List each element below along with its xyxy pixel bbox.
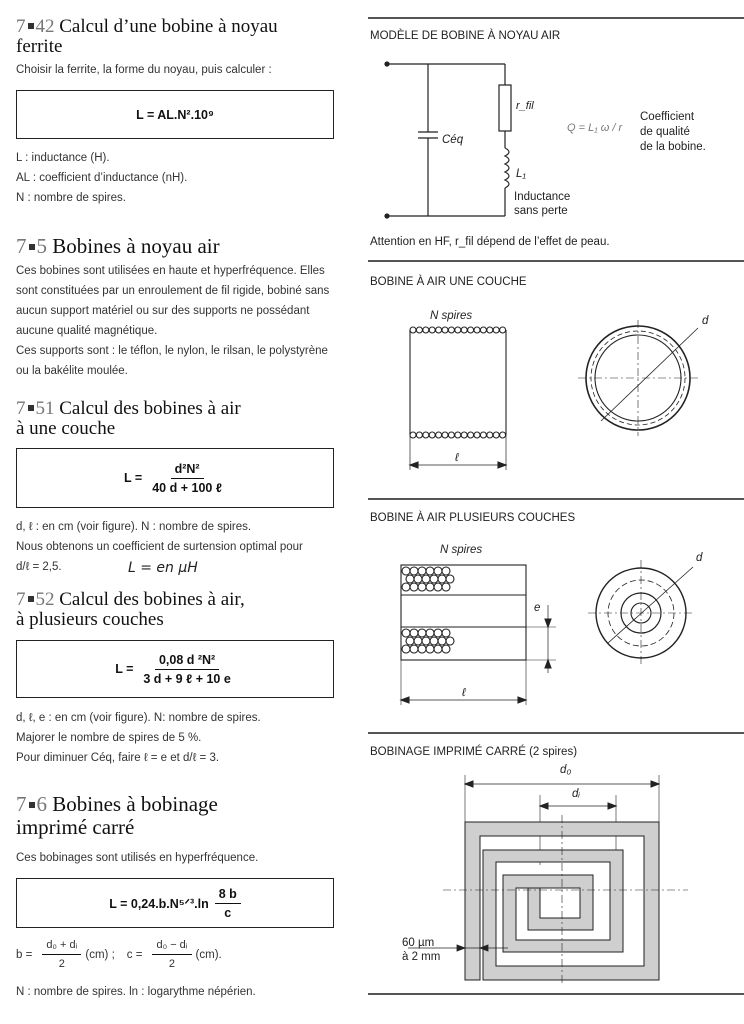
- b-c-definitions: b = $\frac{\text{d₀ + dᵢ}}{2}$ (cm) ; c = $\frac{\text{d₀ − dᵢ}}{2}$ (cm).: [16, 939, 222, 970]
- fig3-e-label: e: [534, 602, 541, 614]
- heading-7-51: 7 51 Calcul des bobines à air à une couche: [16, 398, 241, 439]
- heading-7-5: 7 5 Bobines à noyau air: [16, 234, 220, 258]
- l1-label: L₁: [516, 168, 527, 180]
- heading-7-42: 7 42 Calcul d’une bobine à noyau ferrite: [16, 16, 278, 57]
- heading-7-52: 7 52 Calcul des bobines à air, à plusieurs couches: [16, 589, 245, 630]
- heading-7-6: 7 6 Bobines à bobinage imprimé carré: [16, 792, 218, 839]
- fig4-track-label: 60 µm à 2 mm: [402, 937, 441, 963]
- c-eq-label: Céq: [442, 134, 464, 146]
- inductance-label: Inductance sans perte: [514, 191, 571, 217]
- fig1-caption: MODÈLE DE BOBINE À NOYAU AIR: [370, 30, 561, 42]
- fig2-spires-label: N spires: [430, 310, 473, 322]
- rule-top: [368, 17, 744, 19]
- notes-7-51: d, ℓ : en cm (voir figure). N : nombre de spires. Nous obtenons un coefficient de surtension optimal pour d/ℓ = 2,5.: [16, 521, 303, 573]
- q-formula: Q = L₁ ω / r: [567, 122, 623, 134]
- notes-7-52: d, ℓ, e : en cm (voir figure). N: nombre de spires. Majorer le nombre de spires de 5 %. Pour diminuer Céq, faire ℓ = e et d/ℓ = 3.: [16, 712, 261, 764]
- rule-2: [368, 260, 744, 262]
- formula-single-layer: L = $\frac{\text{d²N²}}{\text{40 d + 100 ℓ}}$: [124, 461, 222, 495]
- rule-bottom: [368, 993, 744, 995]
- fig2-caption: BOBINE À AIR UNE COUCHE: [370, 276, 527, 288]
- formula-box-single-layer: [16, 448, 334, 508]
- intro-7-6: Ces bobinages sont utilisés en hyperfréquence.: [16, 852, 259, 864]
- formula-printed: L = 0,24.b.N⁵ᐟ³.ln $\frac{8 b}{c}$: [109, 887, 241, 920]
- fig3-drawing: [368, 555, 744, 715]
- fig2-drawing: [368, 320, 744, 485]
- definitions-7-42: L : inductance (H). AL : coefficient d’inductance (nH). N : nombre de spires.: [16, 152, 188, 204]
- intro-7-42: Choisir la ferrite, la forme du noyau, puis calculer :: [16, 64, 272, 76]
- fig3-spires-label: N spires: [440, 544, 483, 556]
- formula-ferrite: L = AL.N².10⁹: [136, 107, 214, 122]
- formula-box-multi-layer: [16, 640, 334, 698]
- fig2-d-label: d: [702, 315, 709, 327]
- quality-label: Coefficient de qualité de la bobine.: [640, 111, 706, 153]
- note-7-6: N : nombre de spires. ln : logarythme népérien.: [16, 986, 256, 998]
- fig3-d-label: d: [696, 552, 703, 564]
- fig3-l-label: ℓ: [462, 687, 466, 699]
- fig1-note: Attention en HF, r_fil dépend de l’effet de peau.: [370, 236, 610, 248]
- fig2-l-label: ℓ: [455, 452, 459, 464]
- rule-4: [368, 732, 744, 734]
- formula-box-printed: [16, 878, 334, 928]
- fig4-di-label: dᵢ: [572, 788, 580, 800]
- r-fil-label: r_fil: [516, 100, 534, 112]
- rule-3: [368, 498, 744, 500]
- heading-7-42-title: Calcul d’une bobine à noyau: [59, 16, 278, 37]
- fig4-d0-label: d₀: [560, 764, 572, 776]
- formula-box-ferrite: [16, 90, 334, 139]
- formula-multi-layer: L = $\frac{\text{0,08 d ²N²}}{\text{3 d + 9 ℓ + 10 e}}$: [115, 652, 231, 686]
- handwritten-note: L = en µH: [128, 560, 198, 576]
- fig3-caption: BOBINE À AIR PLUSIEURS COUCHES: [370, 512, 576, 524]
- fig4-caption: BOBINAGE IMPRIMÉ CARRÉ (2 spires): [370, 746, 578, 758]
- paragraph-7-5: Ces bobines sont utilisées en haute et hyperfréquence. Elles sont constituées par un enroulement de fil rigide, bobiné sans aucun support matériel ou sur des supports ne possédant aucune qualité magnétique. Ces supports sont : le téflon, le nylon, le rilsan, le polystyrène ou la bakélite moulée.: [16, 265, 330, 377]
